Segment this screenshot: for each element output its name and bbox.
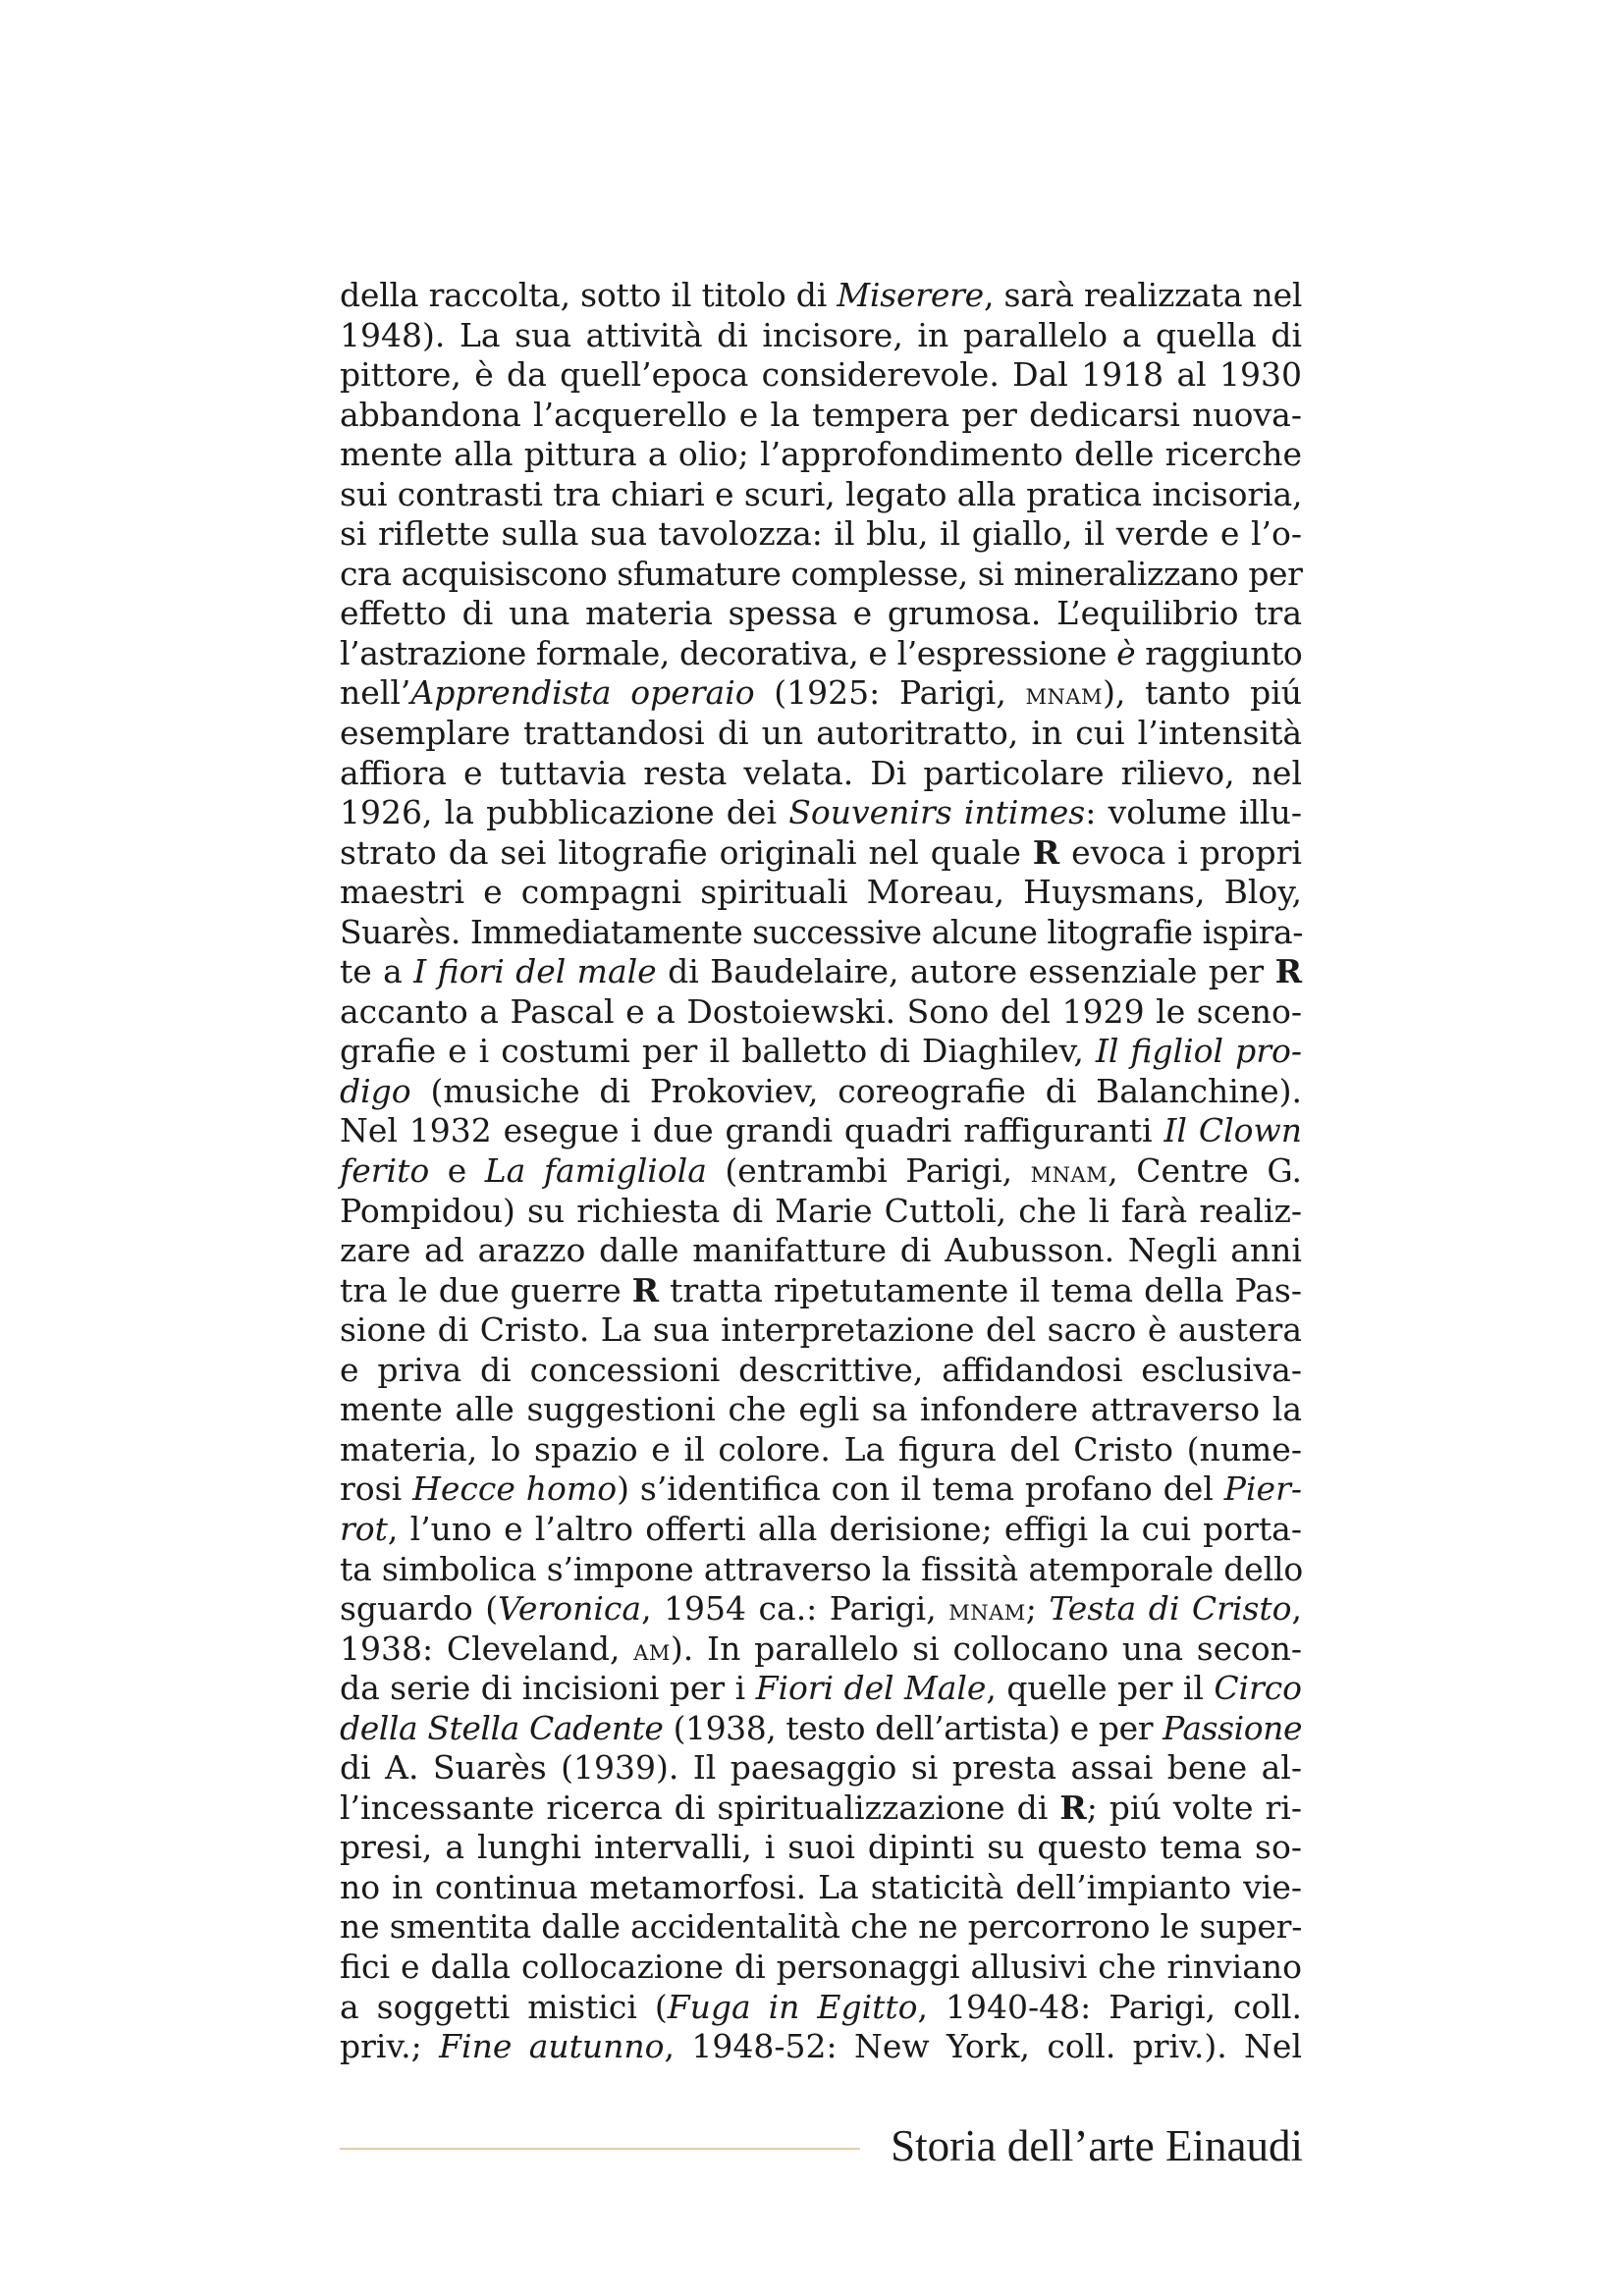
text-run: (1938, testo dell’artista) e per <box>663 1708 1163 1747</box>
italic-run: Circo <box>1214 1669 1303 1708</box>
text-line <box>340 1390 1302 1430</box>
text-line <box>340 1151 1302 1192</box>
italic-run: Fiori del Male <box>755 1669 987 1708</box>
text-run: maestri e compagni spirituali Moreau, Huysmans, Bloy, <box>340 873 1302 912</box>
text-line <box>340 1469 1302 1510</box>
text-run: ) s’identifica con il tema profano del <box>617 1469 1224 1509</box>
text-line <box>340 1430 1302 1470</box>
italic-run: ferito <box>340 1151 430 1191</box>
text-line <box>340 1948 1302 1988</box>
text-run: , 1948-52: New York, coll. priv.). Nel <box>664 2027 1302 2066</box>
text-run: e priva di concessioni descrittive, affidandosi esclusiva- <box>340 1350 1302 1389</box>
text-line <box>340 514 1302 555</box>
bold-run: R <box>631 1270 660 1309</box>
text-run: presi, a lunghi intervalli, i suoi dipinti su questo tema so- <box>340 1828 1302 1867</box>
text-line <box>340 1988 1302 2028</box>
smallcaps-run: mnam <box>1025 677 1104 713</box>
text-line <box>340 1192 1302 1232</box>
text-run: della raccolta, sotto il titolo di <box>340 276 838 314</box>
text-run: , <box>1291 1589 1303 1629</box>
text-run: priv.; <box>340 2027 440 2066</box>
italic-run: digo <box>340 1071 411 1110</box>
text-run: sui contrasti tra chiari e scuri, legato alla pratica incisoria, <box>340 474 1303 513</box>
text-run: grafie e i costumi per il balletto di Diaghilev, <box>340 1032 1096 1071</box>
text-line <box>340 714 1302 754</box>
text-run: materia, lo spazio e il colore. La figura del Cristo (nume- <box>340 1429 1302 1468</box>
text-run: Suarès. Immediatamente successive alcune litografie ispira- <box>340 912 1303 951</box>
text-run: , 1940-48: Parigi, coll. <box>917 1987 1302 2026</box>
text-run: (1925: Parigi, <box>754 673 1026 713</box>
text-run: l’incessante ricerca di spiritualizzazione di <box>340 1788 1060 1827</box>
text-line <box>340 1510 1302 1550</box>
text-run: l’astrazione formale, decorativa, e l’espressione <box>340 633 1117 672</box>
text-run: a soggetti mistici ( <box>340 1987 668 2026</box>
text-run: : volume illu- <box>1085 793 1302 832</box>
text-run: evoca i propri <box>1059 832 1302 872</box>
text-line <box>340 1550 1302 1590</box>
text-run: sguardo ( <box>340 1589 499 1629</box>
text-line <box>340 2027 1302 2067</box>
text-run: ; <box>1025 1589 1050 1629</box>
smallcaps-run: mnam <box>1030 1155 1109 1191</box>
text-line <box>340 913 1302 953</box>
text-line <box>340 833 1302 874</box>
italic-run: è <box>1116 633 1136 672</box>
text-run: fici e dalla collocazione di personaggi allusivi che rinviano <box>340 1947 1302 1986</box>
text-run: ta simbolica s’impone attraverso la fissità atemporale dello <box>340 1549 1304 1588</box>
text-line <box>340 594 1302 634</box>
text-line <box>340 1868 1302 1908</box>
body-text <box>340 276 1302 2067</box>
text-line <box>340 1032 1302 1072</box>
text-run: , Centre G. <box>1108 1151 1302 1191</box>
italic-run: Hecce homo <box>412 1469 618 1509</box>
text-run: 1948). La sua attività di incisore, in parallelo a quella di <box>340 315 1302 354</box>
text-run: di A. Suarès (1939). Il paesaggio si presta assai bene al- <box>340 1748 1302 1788</box>
italic-run: Pier- <box>1223 1469 1302 1509</box>
footer-title: Storia dell’arte Einaudi <box>891 2121 1303 2170</box>
text-run: , quelle per il <box>986 1669 1215 1708</box>
text-run: esemplare trattandosi di un autoritratto, in cui l’intensità <box>340 714 1302 753</box>
text-run: mente alle suggestioni che egli sa infondere attraverso la <box>340 1390 1302 1429</box>
italic-run: Testa di Cristo <box>1049 1589 1292 1629</box>
text-run: Nel 1932 esegue i due grandi quadri raffiguranti <box>340 1111 1164 1150</box>
italic-run: Miserere <box>837 276 984 314</box>
italic-run: della Stella Cadente <box>340 1708 664 1747</box>
text-line <box>340 1789 1302 1829</box>
text-run: rosi <box>340 1469 413 1509</box>
text-run: zare ad arazzo dalle manifatture di Aubusson. Negli anni <box>340 1231 1302 1270</box>
text-line <box>340 555 1302 595</box>
text-run: Pompidou) su richiesta di Marie Cuttoli, che li farà realiz- <box>340 1191 1302 1230</box>
text-line <box>340 1748 1302 1789</box>
text-run: mente alla pittura a olio; l’approfondimento delle ricerche <box>340 435 1302 474</box>
text-line <box>340 1271 1302 1311</box>
smallcaps-run: mnam <box>948 1593 1026 1629</box>
text-run: , 1954 ca.: Parigi, <box>641 1589 949 1629</box>
italic-run: La famigliola <box>484 1151 707 1191</box>
text-line <box>340 1709 1302 1749</box>
text-run: 1926, la pubblicazione dei <box>340 793 789 832</box>
text-run: tratta ripetutamente il tema della Pas- <box>659 1270 1302 1309</box>
text-line <box>340 952 1302 992</box>
text-run: pittore, è da quell’epoca considerevole. Dal 1918 al 1930 <box>340 355 1302 395</box>
italic-run: I fiori del male <box>413 952 657 991</box>
text-run: te a <box>340 952 414 991</box>
text-run: 1938: Cleveland, <box>340 1629 634 1668</box>
italic-run: Il figliol pro- <box>1095 1032 1303 1071</box>
text-run: raggiunto <box>1135 633 1303 672</box>
smallcaps-run: am <box>633 1632 671 1668</box>
text-line <box>340 355 1302 396</box>
text-run: da serie di incisioni per i <box>340 1669 756 1708</box>
italic-run: Apprendista operaio <box>410 673 755 713</box>
text-run: ne smentita dalle accidentalità che ne percorrono le super- <box>340 1907 1303 1947</box>
bold-run: R <box>1032 832 1060 872</box>
text-line <box>340 475 1302 515</box>
text-line <box>340 1072 1302 1112</box>
text-line <box>340 1351 1302 1391</box>
text-run: effetto di una materia spessa e grumosa. L’equilibrio tra <box>340 594 1302 633</box>
italic-run: rot <box>340 1509 388 1548</box>
text-line <box>340 435 1302 475</box>
text-run: (musiche di Prokoviev, coreografie di Balanchine). <box>410 1071 1302 1110</box>
italic-run: Souvenirs intimes <box>788 793 1086 832</box>
text-line <box>340 1589 1302 1629</box>
text-line <box>340 1669 1302 1709</box>
italic-run: Passione <box>1163 1708 1303 1747</box>
text-line <box>340 1111 1302 1151</box>
italic-run: Veronica <box>498 1589 642 1629</box>
text-line <box>340 316 1302 356</box>
text-run: strato da sei litografie originali nel quale <box>340 832 1033 872</box>
italic-run: Fuga in Egitto <box>667 1987 918 2026</box>
text-run: sione di Cristo. La sua interpretazione del sacro è austera <box>340 1310 1302 1350</box>
bold-run: R <box>1274 952 1302 991</box>
text-line <box>340 396 1302 436</box>
text-run: ; piú volte ri- <box>1086 1788 1303 1827</box>
text-run: no in continua metamorfosi. La staticità dell’impianto vie- <box>340 1867 1302 1906</box>
text-line <box>340 754 1302 794</box>
text-line <box>340 873 1302 913</box>
text-line <box>340 673 1302 714</box>
text-line <box>340 1310 1302 1351</box>
text-run: tra le due guerre <box>340 1270 632 1309</box>
text-run: accanto a Pascal e a Dostoiewski. Sono del 1929 le sceno- <box>340 991 1302 1031</box>
text-run: ). In parallelo si collocano una secon- <box>670 1629 1302 1668</box>
text-run: si riflette sulla sua tavolozza: il blu, il giallo, il verde e l’o- <box>340 514 1302 554</box>
text-run: , sarà realizzata nel <box>984 276 1303 314</box>
text-run: abbandona l’acquerello e la tempera per dedicarsi nuova- <box>340 395 1302 434</box>
text-run: nell’ <box>340 673 411 713</box>
text-run: ), tanto piú <box>1103 673 1303 713</box>
text-line <box>340 1828 1302 1868</box>
footer-rule <box>340 2148 860 2150</box>
text-line <box>340 793 1302 833</box>
text-run: e <box>429 1151 485 1191</box>
text-line <box>340 1231 1302 1271</box>
text-run: (entrambi Parigi, <box>706 1151 1031 1191</box>
bold-run: R <box>1059 1788 1087 1827</box>
text-run: , l’uno e l’altro offerti alla derisione; effigi la cui porta- <box>387 1509 1302 1548</box>
text-run: affiora e tuttavia resta velata. Di particolare rilievo, nel <box>340 753 1302 792</box>
text-run: cra acquisiscono sfumature complesse, si mineralizzano per <box>340 554 1303 593</box>
italic-run: Fine autunno <box>439 2027 665 2066</box>
text-line <box>340 992 1302 1033</box>
text-line <box>340 634 1302 674</box>
italic-run: Il Clown <box>1163 1111 1302 1150</box>
text-run: di Baudelaire, autore essenziale per <box>656 952 1275 991</box>
text-line <box>340 1629 1302 1670</box>
text-line <box>340 1907 1302 1948</box>
text-line <box>340 276 1302 316</box>
